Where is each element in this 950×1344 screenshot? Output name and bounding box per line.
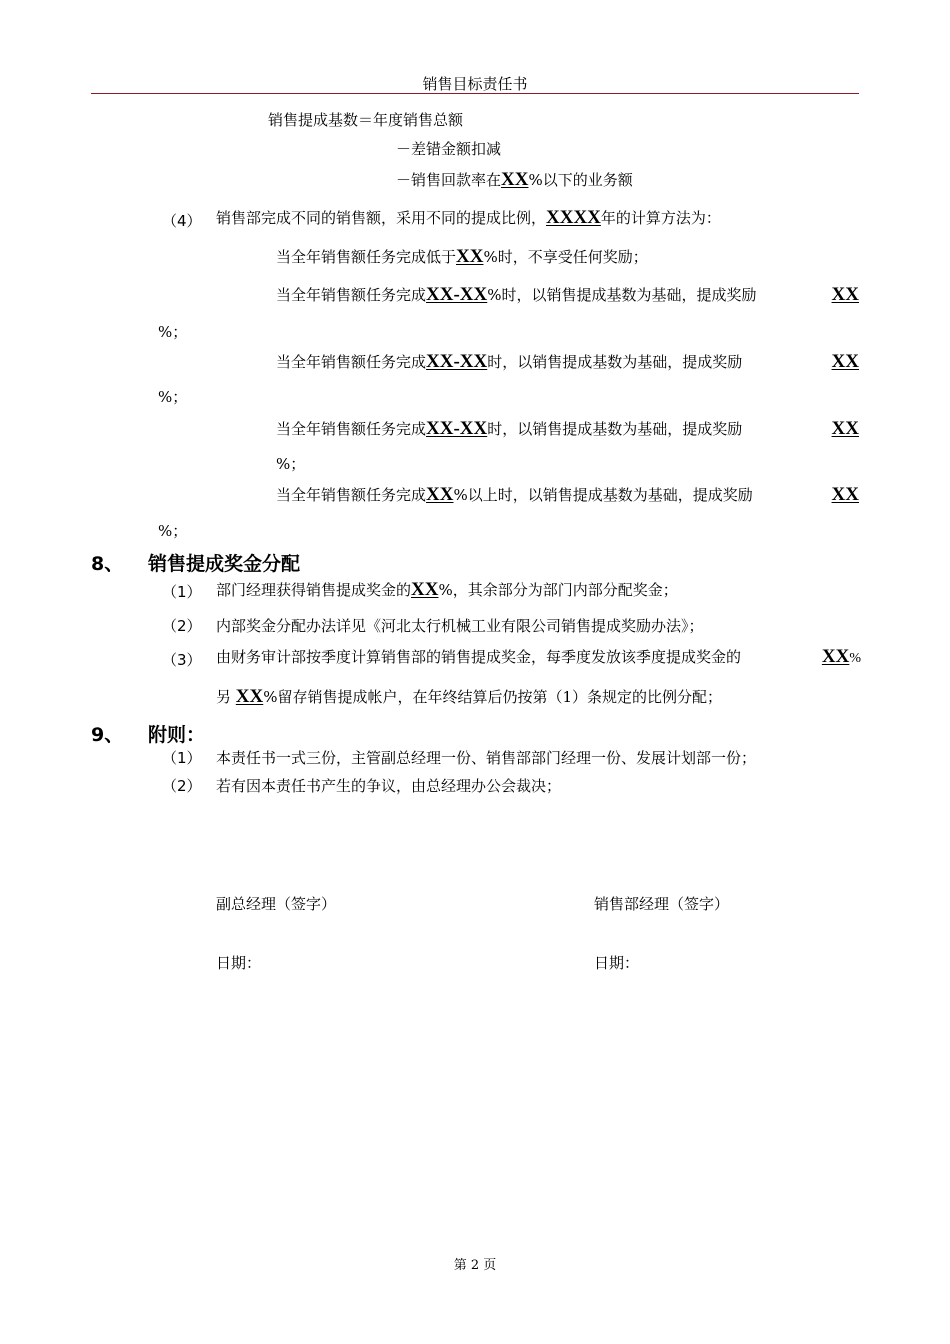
section-9-title: 附则： [148,724,206,746]
tier-post: %时，不享受任何奖励； [483,248,648,266]
signature-left-label: 副总经理（签字） [216,895,337,913]
placeholder-xx: XX [831,484,859,505]
tier-pre: 当全年销售额任务完成 [276,420,427,438]
section8-item-number: （2） [162,617,202,635]
item4-number: （4） [162,212,202,230]
item4-pre: 销售部完成不同的销售额，采用不同的提成比例， [216,209,547,227]
section8-item-number: （1） [162,583,202,601]
placeholder-xx: XX [235,686,264,707]
formula-line-1: 销售提成基数＝年度销售总额 [268,111,464,129]
tier-body [276,352,742,372]
section9-item-number: （2） [162,777,202,795]
item-post: %，其余部分为部门内部分配奖金； [438,581,678,599]
signature-right-label: 销售部经理（签字） [594,895,730,913]
tier-tail: %； [158,323,188,341]
tier-mid: %以上时，以销售提成基数为基础，提成奖励 [453,486,753,504]
signature-left-date: 日期： [216,954,262,972]
placeholder-xx-range: XX-XX [426,284,488,305]
page-header-title: 销售目标责任书 [422,75,528,93]
placeholder-xxxx: XXXX [546,207,601,228]
tier-body [276,419,742,439]
tier-line [276,285,859,305]
tier-tail: %； [158,522,188,540]
tier-tail: %； [276,455,306,473]
section-8-title: 销售提成奖金分配 [148,553,301,575]
placeholder-xx: XX [831,418,859,439]
tier-mid: 时，以销售提成基数为基础，提成奖励 [487,353,743,371]
item4-post: 年的计算方法为： [600,209,721,227]
formula-line-3 [396,170,633,190]
formula-line-3-pre: －销售回款率在 [396,171,502,189]
section-8-number: 8、 [91,553,124,575]
item-post: %留存销售提成帐户，在年终结算后仍按第（1）条规定的比例分配； [263,688,723,706]
section8-item-text: 内部奖金分配办法详见《河北太行机械工业有限公司销售提成奖励办法》； [216,617,704,635]
placeholder-xx: XX [821,646,850,667]
tier-tail: %； [158,388,188,406]
item4-text [216,208,721,228]
placeholder-xx-range: XX-XX [426,351,488,372]
formula-line-3-post: %以下的业务额 [528,171,633,189]
section8-item-continuation [216,687,722,707]
placeholder-xx-range: XX-XX [426,418,488,439]
tier-body [276,485,753,505]
tier-pre: 当全年销售额任务完成 [276,486,427,504]
item-pre: 另 [216,688,232,706]
item-pre: 部门经理获得销售提成奖金的 [216,581,412,599]
item-post: % [849,651,861,666]
item-pre: 由财务审计部按季度计算销售部的销售提成奖金，每季度发放该季度提成奖金的 [216,648,742,666]
section-9-number: 9、 [91,724,124,746]
placeholder-xx: XX [501,169,529,190]
section9-item-text: 本责任书一式三份，主管副总经理一份、销售部部门经理一份、发展计划部一份； [216,749,757,767]
tier-line [276,485,859,505]
tier-body [276,285,757,305]
placeholder-xx: XX [456,246,484,267]
header-divider [91,93,859,94]
tier-line [276,247,648,267]
tier-line [276,352,859,372]
item-tail [822,647,861,669]
placeholder-xx: XX [831,284,859,305]
tier-pre: 当全年销售额任务完成 [276,353,427,371]
section8-item-text [216,647,861,669]
tier-mid: %时，以销售提成基数为基础，提成奖励 [487,286,757,304]
tier-pre: 当全年销售额任务完成低于 [276,248,457,266]
page-number: 第 2 页 [453,1258,497,1273]
section8-item-text [216,580,678,600]
section8-item-number: （3） [162,651,202,669]
section9-item-text: 若有因本责任书产生的争议，由总经理办公会裁决； [216,777,562,795]
formula-line-2: －差错金额扣减 [396,140,502,158]
signature-right-date: 日期： [594,954,640,972]
tier-line [276,419,859,439]
placeholder-xx: XX [831,351,859,372]
tier-mid: 时，以销售提成基数为基础，提成奖励 [487,420,743,438]
section9-item-number: （1） [162,749,202,767]
placeholder-xx: XX [426,484,454,505]
placeholder-xx: XX [411,579,439,600]
tier-pre: 当全年销售额任务完成 [276,286,427,304]
